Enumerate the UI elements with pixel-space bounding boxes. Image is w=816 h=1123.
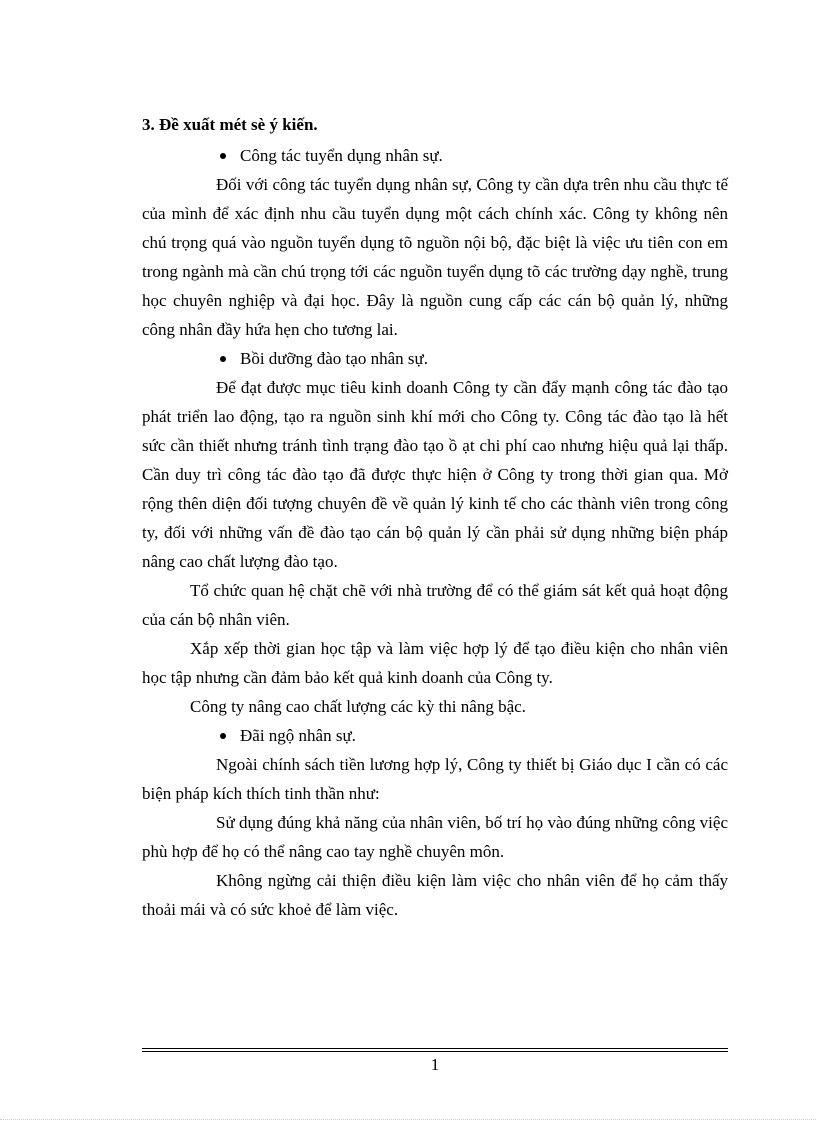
paragraph: Không ngừng cải thiện điều kiện làm việc cho nhân viên để họ cảm thấy thoải mái và có sức khoẻ để làm việc. [142, 871, 728, 919]
page-boundary [0, 1119, 816, 1120]
bullet-text: Đãi ngộ nhân sự. [240, 726, 356, 745]
bullet-dot-icon [220, 153, 226, 159]
bullet-item [142, 721, 728, 750]
paragraph: Sử dụng đúng khả năng của nhân viên, bố trí họ vào đúng những công việc phù hợp để họ có thể nâng cao tay nghề chuyên môn. [142, 813, 728, 861]
bullet-item [142, 141, 728, 170]
bullet-dot-icon [220, 733, 226, 739]
paragraph: Tổ chức quan hệ chặt chẽ với nhà trường để có thể giám sát kết quả hoạt động của cán bộ nhân viên. [142, 581, 728, 629]
bullet-text: Công tác tuyển dụng nhân sự. [240, 146, 443, 165]
bullet-dot-icon [220, 356, 226, 362]
footer-divider [142, 1048, 728, 1049]
paragraph: Công ty nâng cao chất lượng các kỳ thi nâng bậc. [190, 697, 526, 716]
paragraph: Để đạt được mục tiêu kinh doanh Công ty cần đẩy mạnh công tác đào tạo phát triển lao động, tạo ra nguồn sinh khí mới cho Công ty. Công tác đào tạo là hết sức cần thiết nhưng tránh tình trạng đào tạo ồ ạt chi phí cao nhưng hiệu quả lại thấp. Cần duy trì công tác đào tạo đã được thực hiện ở Công ty trong thời gian qua. Mở rộng thên diện đối tượng chuyên đề về quản lý kinh tế cho các thành viên trong công ty, đối với những vấn đề đào tạo cán bộ quản lý cần phải sử dụng những biện pháp nâng cao chất lượng đào tạo. [142, 378, 728, 571]
footer-divider [142, 1051, 728, 1052]
paragraph: Xắp xếp thời gian học tập và làm việc hợp lý để tạo điều kiện cho nhân viên học tập nhưng cần đảm bảo kết quả kinh doanh của Công ty. [142, 639, 728, 687]
bullet-text: Bồi dưỡng đào tạo nhân sự. [240, 349, 428, 368]
section-heading: 3. Đề xuất mét sè ý kiến. [142, 115, 318, 134]
document-body [142, 110, 728, 924]
paragraph: Đối với công tác tuyển dụng nhân sự, Công ty cần dựa trên nhu cầu thực tế của mình để xác định nhu cầu tuyển dụng một cách chính xác. Công ty không nên chú trọng quá vào nguồn tuyển dụng tõ nguồn nội bộ, đặc biệt là việc ưu tiên con em trong ngành mà cần chú trọng tới các nguồn tuyển dụng tõ các trường dạy nghề, trung học chuyên nghiệp và đại học. Đây là nguồn cung cấp các cán bộ quản lý, những công nhân đầy hứa hẹn cho tương lai. [142, 175, 728, 339]
bullet-item [142, 344, 728, 373]
paragraph: Ngoài chính sách tiền lương hợp lý, Công ty thiết bị Giáo dục I cần có các biện pháp kích thích tinh thần như: [142, 755, 728, 803]
page-number: 1 [430, 1055, 440, 1074]
